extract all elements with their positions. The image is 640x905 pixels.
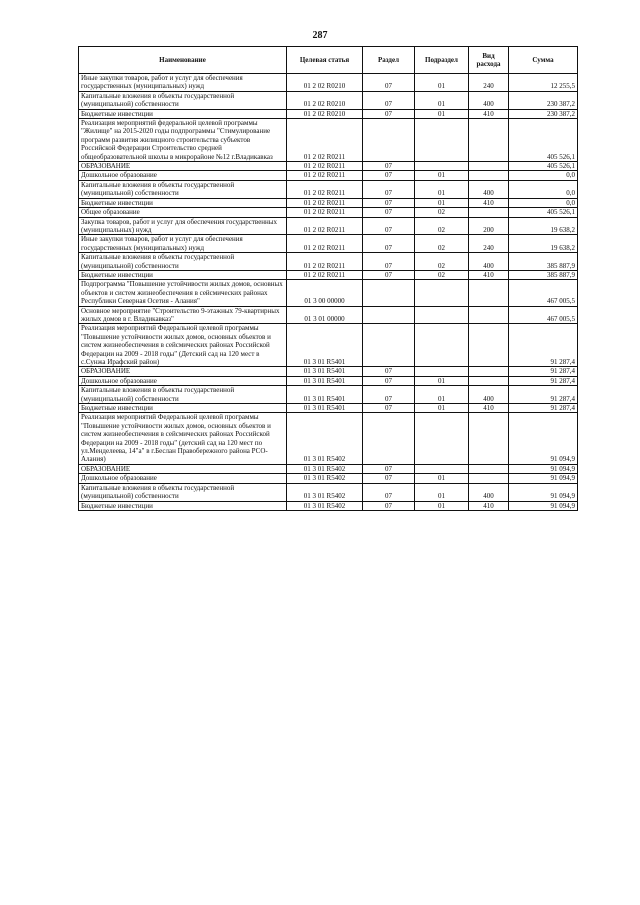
table-row <box>79 270 578 279</box>
cell-sum: 91 287,4 <box>509 404 578 413</box>
cell-subsection <box>415 280 469 306</box>
cell-subsection: 01 <box>415 74 469 92</box>
cell-expense-type: 410 <box>469 270 509 279</box>
cell-section: 07 <box>363 171 415 180</box>
table-row <box>79 217 578 235</box>
cell-sum: 230 387,2 <box>509 109 578 118</box>
cell-expense-type: 410 <box>469 404 509 413</box>
cell-name: Капитальные вложения в объекты государственной (муниципальной) собственности <box>79 91 287 109</box>
cell-name: Бюджетные инвестиции <box>79 198 287 207</box>
cell-sum: 467 005,5 <box>509 280 578 306</box>
header-subsection: Подраздел <box>415 47 469 74</box>
table-row <box>79 119 578 162</box>
cell-target-article: 01 3 01 R5402 <box>287 474 363 483</box>
cell-name: Подпрограмма "Повышение устойчивости жилых домов, основных объектов и систем жизнеобеспечения в сейсмических районах Республики Северная Осетия - Алания" <box>79 280 287 306</box>
cell-subsection: 02 <box>415 270 469 279</box>
cell-name: Общее образование <box>79 208 287 217</box>
cell-name: Закупка товаров, работ и услуг для обеспечения государственных (муниципальных) нужд <box>79 217 287 235</box>
cell-target-article: 01 2 02 R0211 <box>287 270 363 279</box>
cell-subsection: 01 <box>415 109 469 118</box>
cell-subsection: 01 <box>415 171 469 180</box>
cell-target-article: 01 3 01 00000 <box>287 306 363 324</box>
cell-section: 07 <box>363 386 415 404</box>
cell-expense-type: 400 <box>469 386 509 404</box>
cell-target-article: 01 2 02 R0211 <box>287 253 363 271</box>
cell-target-article: 01 3 01 R5402 <box>287 501 363 510</box>
cell-target-article: 01 3 01 R5402 <box>287 413 363 464</box>
cell-subsection <box>415 464 469 473</box>
cell-name: Основное мероприятие "Строительство 9-этажных 79-квартирных жилых домов в г. Владикавказ" <box>79 306 287 324</box>
cell-expense-type <box>469 464 509 473</box>
cell-subsection: 01 <box>415 483 469 501</box>
cell-expense-type: 400 <box>469 483 509 501</box>
cell-expense-type <box>469 306 509 324</box>
cell-subsection <box>415 324 469 367</box>
header-target-article: Целевая статья <box>287 47 363 74</box>
cell-subsection: 01 <box>415 180 469 198</box>
cell-section <box>363 324 415 367</box>
cell-subsection: 01 <box>415 386 469 404</box>
cell-name: Капитальные вложения в объекты государственной (муниципальной) собственности <box>79 180 287 198</box>
cell-name: Бюджетные инвестиции <box>79 270 287 279</box>
table-row <box>79 404 578 413</box>
cell-expense-type: 410 <box>469 501 509 510</box>
table-header-row <box>79 47 578 74</box>
cell-name: ОБРАЗОВАНИЕ <box>79 162 287 171</box>
cell-subsection: 02 <box>415 253 469 271</box>
table-row <box>79 74 578 92</box>
cell-section: 07 <box>363 474 415 483</box>
table-row <box>79 376 578 385</box>
cell-sum: 405 526,1 <box>509 208 578 217</box>
cell-target-article: 01 2 02 R0211 <box>287 119 363 162</box>
cell-sum: 91 094,9 <box>509 464 578 473</box>
cell-sum: 0,0 <box>509 198 578 207</box>
table-row <box>79 171 578 180</box>
cell-section <box>363 413 415 464</box>
cell-expense-type: 400 <box>469 253 509 271</box>
table-row <box>79 501 578 510</box>
cell-name: Дошкольное образование <box>79 376 287 385</box>
cell-section: 07 <box>363 109 415 118</box>
cell-name: ОБРАЗОВАНИЕ <box>79 367 287 376</box>
cell-expense-type <box>469 171 509 180</box>
table-row <box>79 109 578 118</box>
cell-name: Реализация мероприятий федеральной целевой программы "Жилище" на 2015-2020 годы подпрограммы "Стимулирование программ развития жилищного строительства субъектов Российской Федерации Строительство средней общеобразовательной школы в микрорайоне №12 г.Владикавказ <box>79 119 287 162</box>
cell-name: Реализация мероприятий Федеральной целевой программы "Повышение устойчивости жилых домов, основных объектов и систем жизнеобеспечения в сейсмических районах Российской Федерации на 2009 - 2018 годы" (детский сад на 120 мест по ул.Менделеева, 14"а" в г.Беслан Правобережного района РСО-Алания) <box>79 413 287 464</box>
cell-section: 07 <box>363 198 415 207</box>
cell-target-article: 01 3 01 R5401 <box>287 376 363 385</box>
cell-section: 07 <box>363 483 415 501</box>
cell-expense-type <box>469 413 509 464</box>
cell-name: Иные закупки товаров, работ и услуг для обеспечения государственных (муниципальных) нужд <box>79 74 287 92</box>
cell-sum: 0,0 <box>509 171 578 180</box>
cell-target-article: 01 2 02 R0211 <box>287 198 363 207</box>
cell-expense-type: 400 <box>469 180 509 198</box>
cell-target-article: 01 2 02 R0211 <box>287 235 363 253</box>
cell-sum: 385 887,9 <box>509 253 578 271</box>
cell-name: Иные закупки товаров, работ и услуг для обеспечения государственных (муниципальных) нужд <box>79 235 287 253</box>
cell-name: ОБРАЗОВАНИЕ <box>79 464 287 473</box>
cell-name: Капитальные вложения в объекты государственной (муниципальной) собственности <box>79 253 287 271</box>
cell-section <box>363 280 415 306</box>
cell-sum: 385 887,9 <box>509 270 578 279</box>
cell-sum: 0,0 <box>509 180 578 198</box>
table-row <box>79 208 578 217</box>
cell-sum: 91 287,4 <box>509 386 578 404</box>
cell-expense-type <box>469 280 509 306</box>
cell-section: 07 <box>363 74 415 92</box>
cell-target-article: 01 3 01 R5401 <box>287 324 363 367</box>
header-expense-type: Вид расхода <box>469 47 509 74</box>
cell-name: Капитальные вложения в объекты государственной (муниципальной) собственности <box>79 386 287 404</box>
cell-sum: 91 094,9 <box>509 483 578 501</box>
cell-sum: 91 094,9 <box>509 501 578 510</box>
table-row <box>79 198 578 207</box>
cell-section: 07 <box>363 270 415 279</box>
cell-sum: 230 387,2 <box>509 91 578 109</box>
cell-target-article: 01 3 01 R5401 <box>287 367 363 376</box>
cell-sum: 91 287,4 <box>509 367 578 376</box>
cell-section: 07 <box>363 376 415 385</box>
cell-expense-type: 200 <box>469 217 509 235</box>
cell-name: Дошкольное образование <box>79 171 287 180</box>
cell-expense-type: 240 <box>469 74 509 92</box>
budget-table <box>78 46 578 511</box>
cell-subsection: 01 <box>415 91 469 109</box>
cell-name: Дошкольное образование <box>79 474 287 483</box>
cell-sum: 19 638,2 <box>509 235 578 253</box>
cell-sum: 405 526,1 <box>509 162 578 171</box>
table-row <box>79 280 578 306</box>
table-row <box>79 180 578 198</box>
cell-name: Капитальные вложения в объекты государственной (муниципальной) собственности <box>79 483 287 501</box>
table-body <box>79 74 578 511</box>
table-row <box>79 253 578 271</box>
cell-expense-type <box>469 474 509 483</box>
cell-target-article: 01 2 02 R0210 <box>287 74 363 92</box>
cell-section <box>363 119 415 162</box>
table-row <box>79 474 578 483</box>
header-name: Наименование <box>79 47 287 74</box>
table-row <box>79 367 578 376</box>
cell-sum: 91 287,4 <box>509 324 578 367</box>
cell-subsection: 01 <box>415 404 469 413</box>
cell-target-article: 01 2 02 R0210 <box>287 109 363 118</box>
table-row <box>79 483 578 501</box>
page-number: 287 <box>312 30 328 41</box>
cell-section <box>363 306 415 324</box>
cell-expense-type: 400 <box>469 91 509 109</box>
cell-target-article: 01 2 02 R0211 <box>287 171 363 180</box>
cell-subsection: 01 <box>415 474 469 483</box>
cell-expense-type <box>469 119 509 162</box>
table-row <box>79 413 578 464</box>
cell-name: Бюджетные инвестиции <box>79 109 287 118</box>
cell-target-article: 01 2 02 R0211 <box>287 217 363 235</box>
cell-target-article: 01 2 02 R0210 <box>287 91 363 109</box>
table-row <box>79 324 578 367</box>
cell-expense-type: 410 <box>469 198 509 207</box>
table-row <box>79 306 578 324</box>
cell-expense-type: 240 <box>469 235 509 253</box>
cell-subsection: 02 <box>415 235 469 253</box>
cell-section: 07 <box>363 208 415 217</box>
cell-subsection: 01 <box>415 501 469 510</box>
cell-section: 07 <box>363 501 415 510</box>
table-row <box>79 162 578 171</box>
cell-section: 07 <box>363 367 415 376</box>
cell-section: 07 <box>363 253 415 271</box>
cell-expense-type <box>469 376 509 385</box>
cell-target-article: 01 2 02 R0211 <box>287 208 363 217</box>
cell-target-article: 01 2 02 R0211 <box>287 180 363 198</box>
cell-section: 07 <box>363 404 415 413</box>
table-row <box>79 386 578 404</box>
table-row <box>79 91 578 109</box>
cell-expense-type <box>469 324 509 367</box>
header-sum: Сумма <box>509 47 578 74</box>
cell-subsection <box>415 413 469 464</box>
cell-target-article: 01 3 01 R5402 <box>287 464 363 473</box>
cell-expense-type <box>469 367 509 376</box>
table-row <box>79 235 578 253</box>
header-section: Раздел <box>363 47 415 74</box>
cell-subsection <box>415 367 469 376</box>
cell-expense-type: 410 <box>469 109 509 118</box>
cell-expense-type <box>469 162 509 171</box>
cell-section: 07 <box>363 217 415 235</box>
cell-section: 07 <box>363 162 415 171</box>
cell-sum: 91 094,9 <box>509 474 578 483</box>
cell-sum: 12 255,5 <box>509 74 578 92</box>
cell-subsection <box>415 162 469 171</box>
cell-sum: 19 638,2 <box>509 217 578 235</box>
cell-subsection: 01 <box>415 198 469 207</box>
cell-subsection: 02 <box>415 217 469 235</box>
cell-target-article: 01 3 01 R5401 <box>287 404 363 413</box>
cell-section: 07 <box>363 91 415 109</box>
cell-subsection <box>415 306 469 324</box>
cell-target-article: 01 3 00 00000 <box>287 280 363 306</box>
cell-subsection: 01 <box>415 376 469 385</box>
cell-sum: 405 526,1 <box>509 119 578 162</box>
cell-target-article: 01 3 01 R5401 <box>287 386 363 404</box>
cell-sum: 467 005,5 <box>509 306 578 324</box>
cell-subsection: 02 <box>415 208 469 217</box>
cell-name: Реализация мероприятий Федеральной целевой программы "Повышение устойчивости жилых домов, основных объектов и систем жизнеобеспечения в сейсмических районах Российской Федерации на 2009 - 2018 годы" (Детский сад на 120 мест в с.Сунжа Ирафский район) <box>79 324 287 367</box>
cell-target-article: 01 3 01 R5402 <box>287 483 363 501</box>
cell-section: 07 <box>363 235 415 253</box>
cell-section: 07 <box>363 180 415 198</box>
table-row <box>79 464 578 473</box>
cell-name: Бюджетные инвестиции <box>79 501 287 510</box>
cell-name: Бюджетные инвестиции <box>79 404 287 413</box>
cell-expense-type <box>469 208 509 217</box>
cell-sum: 91 287,4 <box>509 376 578 385</box>
cell-sum: 91 094,9 <box>509 413 578 464</box>
cell-subsection <box>415 119 469 162</box>
cell-target-article: 01 2 02 R0211 <box>287 162 363 171</box>
cell-section: 07 <box>363 464 415 473</box>
